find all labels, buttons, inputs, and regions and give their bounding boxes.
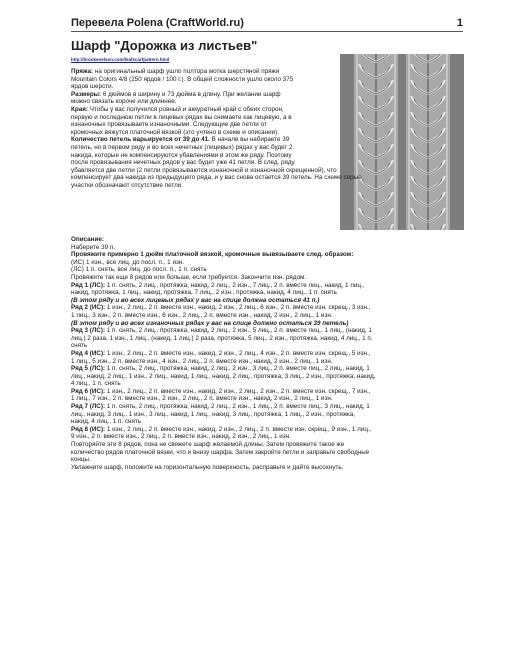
page-number: 1 [456, 17, 463, 29]
intro-line-text: ярдов шерсти. [71, 83, 114, 91]
intro-line-lead: Количество петель варьируется от 39 до 41. [71, 136, 210, 144]
intro-line-text: накида, которые не компенсируются убавлениями в этом же ряду. Поэтому [71, 151, 292, 159]
note-text: (В этом ряду и во всех лицевых рядах у вас на спице должна остаться 41 п.) [71, 296, 320, 304]
row-instructions: 1 изн., 2 лиц., 2 п. вместе изн., накид, 2 изн., 2 лиц., 4 изн., 2 п. вместе изн. скрещ., 5 изн., [105, 349, 371, 357]
line-text: снять [71, 342, 88, 350]
line-text: лиц., накид, 2 лиц., 1 изн., 2 лиц., накид, 1 лиц., накид, 2 лиц., протяжка, 3 лиц., 2 изн., протяжка, накид, [71, 372, 376, 380]
line-text: (ИС) 1 изн., все лиц. до посл. п., 1 изн. [71, 258, 185, 266]
line-text: накид, 4 лиц., 1 п. снять [71, 418, 142, 426]
source-link[interactable]: http://brookenelson.com/leafscarfpattern.html [71, 57, 170, 62]
line-text: (ЛС) 1 п. снять, все лиц. до посл. п., 1 п. снять [71, 266, 207, 274]
description-line [71, 266, 376, 274]
document-title: Шарф "Дорожка из листьев" [71, 38, 258, 53]
pattern-row [71, 282, 376, 290]
intro-line-text: компенсирует два накида из предыдущего ряда, и у вас снова остается 39 петель. На схеме серые [71, 174, 362, 182]
row-label: Ряд 1 (ЛС): [71, 281, 106, 289]
row-label: Ряд 7 (ЛС): [71, 403, 106, 411]
pattern-row [71, 350, 376, 358]
intro-line-text: первую и последнюю петли в лицевых рядах вы снимаете как лицевую, а в [71, 113, 292, 121]
intro-line [71, 144, 362, 152]
row-label: Ряд 8 (ИС): [71, 425, 106, 433]
description-heading [71, 251, 376, 259]
intro-line [71, 76, 362, 84]
description-line [71, 373, 376, 381]
description-line [71, 456, 376, 464]
row-label: Ряд 3 (ЛС): [71, 327, 106, 335]
row-instructions: 1 изн., 2 лиц., 2 п. вместе изн., накид, 2 изн., 2 лиц., 2 п. вместе изн. скрещ., 9 изн., 1 лиц., [105, 425, 372, 433]
intro-line-text: кромочных вяжутся платочной вязкой (это учтено в схеме и описании). [71, 128, 280, 136]
header-title: Перевела Polena (CraftWorld.ru) [71, 17, 244, 29]
description-note [71, 297, 376, 305]
intro-line [71, 91, 362, 99]
intro-line-text: можно связать короче или длиннее. [71, 98, 177, 106]
pattern-row [71, 304, 376, 312]
pattern-row [71, 403, 376, 411]
intro-line-text: участки обозначают отсутствие петли. [71, 181, 184, 189]
line-text: лиц.) 2 раза, 1 изн., 1 лиц., (накид, 1 лиц.) 2 раза, протяжка, 5 лиц., 2 изн., протяжка, накид, 4 лиц., 1 п. [71, 334, 373, 342]
description-line [71, 358, 376, 366]
heading-text: Описание: [71, 236, 104, 243]
line-text: Повторяйте эти 8 рядов, пока не свяжете шарф желаемой длины. Затем провяжите такое же [71, 441, 345, 449]
intro-line-lead: Размеры: [71, 90, 102, 98]
description-section [71, 236, 376, 471]
intro-line [71, 83, 362, 91]
description-line [71, 289, 376, 297]
description-line [71, 395, 376, 403]
pattern-row [71, 388, 376, 396]
heading-text: Провяжите примерно 1 дюйм платочной вязкой, кромочные вывязываете след. образом: [71, 251, 354, 259]
description-line [71, 464, 376, 472]
description-line [71, 411, 376, 419]
description-line [71, 335, 376, 343]
description-line [71, 342, 376, 350]
description-heading [71, 236, 376, 244]
intro-line [71, 174, 362, 182]
row-label: Ряд 2 (ИС): [71, 304, 106, 312]
intro-line-text: после провязывания нечетных рядов у вас будет уже 41 петля. В след. ряду [71, 159, 295, 167]
intro-line-text: В начале вы набираете 39 [209, 136, 290, 144]
intro-line [71, 68, 362, 76]
description-line [71, 259, 376, 267]
intro-line-text: изнаночных провязываете изнаночными. Следующие две петли от [71, 121, 267, 129]
line-text: 4 лиц., 1 п. снять [71, 380, 121, 388]
intro-line-text: убавляется две петли (2 петли провязываются изнаночной и изнаночной скрещенной), что [71, 166, 337, 174]
description-line [71, 380, 376, 388]
description-line [71, 449, 376, 457]
row-instructions: 1 п. снять, 2 лиц., протяжка, накид, 2 лиц., 2 изн., 3 лиц., 2 п. вместе лиц., 2 лиц., накид, 1 [105, 365, 370, 373]
pattern-row [71, 426, 376, 434]
line-text: концы. [71, 456, 91, 464]
intro-line [71, 114, 362, 122]
line-text: Провяжите так еще 8 рядов или больше, если требуется. Закончите изн. рядом. [71, 273, 307, 281]
pattern-row [71, 327, 376, 335]
line-text: 1 лиц., 5 изн., 2 п. вместе изн., 4 изн., 2 лиц., 2 п. вместе изн., накид, 2 изн., 2 лиц., 1 изн. [71, 357, 333, 365]
intro-line-text: на оригинальный шарф ушло полтора мотка шерстяной пряжи [93, 68, 280, 75]
description-line [71, 312, 376, 320]
line-text: накид, протяжка, 1 лиц., накид, протяжка, 7 лиц., 2 изн., протяжка, накид, 4 лиц., 1 п. снять [71, 289, 337, 297]
intro-line [71, 159, 362, 167]
intro-line [71, 167, 362, 175]
intro-line-lead: Пряжа: [71, 68, 94, 75]
line-text: 1 лиц., 7 изн., 2 п. вместе изн., 2 изн., 2 лиц., 2 п. вместе изн., накид, 2 изн., 2 лиц., 1 изн. [71, 395, 333, 403]
description-note [71, 320, 376, 328]
intro-line [71, 106, 362, 114]
intro-line-text: петель, но в первом ряду и во всех нечетных (лицевых) рядах у вас будет 2 [71, 143, 293, 151]
row-instructions: 1 изн., 2 лиц., 2 п. вместе изн., накид, 2 изн., 2 лиц., 2 изн., 2 п. вместе изн. скрещ., 7 изн., [105, 387, 371, 395]
page-header [71, 17, 463, 32]
line-text: 1 лиц., 3 изн., 2 п. вместе изн., 6 изн., 2 лиц., 2 п. вместе изн., накид, 2 изн., 2 лиц., 1 изн. [71, 311, 333, 319]
line-text: Увлажните шарф, положите на горизонтальную поверхность, расправьте и дайте высохнуть. [71, 463, 344, 471]
line-text: 9 изн., 2 п. вместе изн., 2 лиц., 2 п. вместе изн., накид, 2 изн., 2 лиц., 1 изн. [71, 433, 291, 441]
row-label: Ряд 5 (ЛС): [71, 365, 106, 373]
line-text: лиц., накид, 3 лиц., 1 изн., 3 лиц., накид, 1 лиц., накид, 3 лиц., протяжка, 1 лиц., 2 изн., протяжка, [71, 410, 356, 418]
line-text: количество рядов платочной вязки, что и внизу шарфа. Затем закройте петли и заправьте свободные [71, 448, 370, 456]
intro-line-text: Чтобы у вас получился ровный и аккуратный край с обеих сторон, [87, 105, 284, 113]
intro-line-lead: Края: [71, 105, 88, 113]
row-label: Ряд 6 (ИС): [71, 387, 106, 395]
intro-section [71, 68, 362, 190]
description-line [71, 441, 376, 449]
intro-line-text: 6 дюймов в ширину и 73 дюйма в длину. При желании шарф [101, 90, 281, 98]
intro-line [71, 98, 362, 106]
note-text: (В этом ряду и во всех изнаночных рядах у вас на спице должно остаться 39 петель) [71, 319, 349, 327]
pattern-row [71, 365, 376, 373]
row-instructions: 1 п. снять, 2 лиц., протяжка, накид, 2 лиц., 2 изн., 5 лиц., 2 п. вместе лиц., 1 лиц., (накид, 1 [105, 327, 372, 335]
intro-line [71, 136, 362, 144]
row-instructions: 1 п. снять, 2 лиц., протяжка, накид, 2 лиц., 2 изн., 1 лиц., 2 п. вместе лиц., 3 лиц., накид, 1 [105, 403, 370, 411]
row-instructions: 1 п. снять, 2 лиц., протяжка, накид, 2 лиц., 2 изн., 7 лиц., 2 п. вместе лиц., накид, 1 лиц., [105, 281, 365, 289]
row-instructions: 1 изн., 2 лиц., 2 п. вместе изн., накид, 2 изн., 2 лиц., 6 изн., 2 п. вместе изн. скрещ., 3 изн., [105, 304, 371, 312]
intro-line-text: Mountain Colors 4/8 (250 ярдов / 100 г.). В общей сложности ушло около 375 [71, 75, 294, 83]
line-text: Наберите 39 п. [71, 243, 116, 251]
description-line [71, 418, 376, 426]
row-label: Ряд 4 (ИС): [71, 349, 106, 357]
intro-line [71, 182, 362, 190]
intro-line [71, 152, 362, 160]
description-line [71, 433, 376, 441]
intro-line [71, 121, 362, 129]
description-line [71, 274, 376, 282]
